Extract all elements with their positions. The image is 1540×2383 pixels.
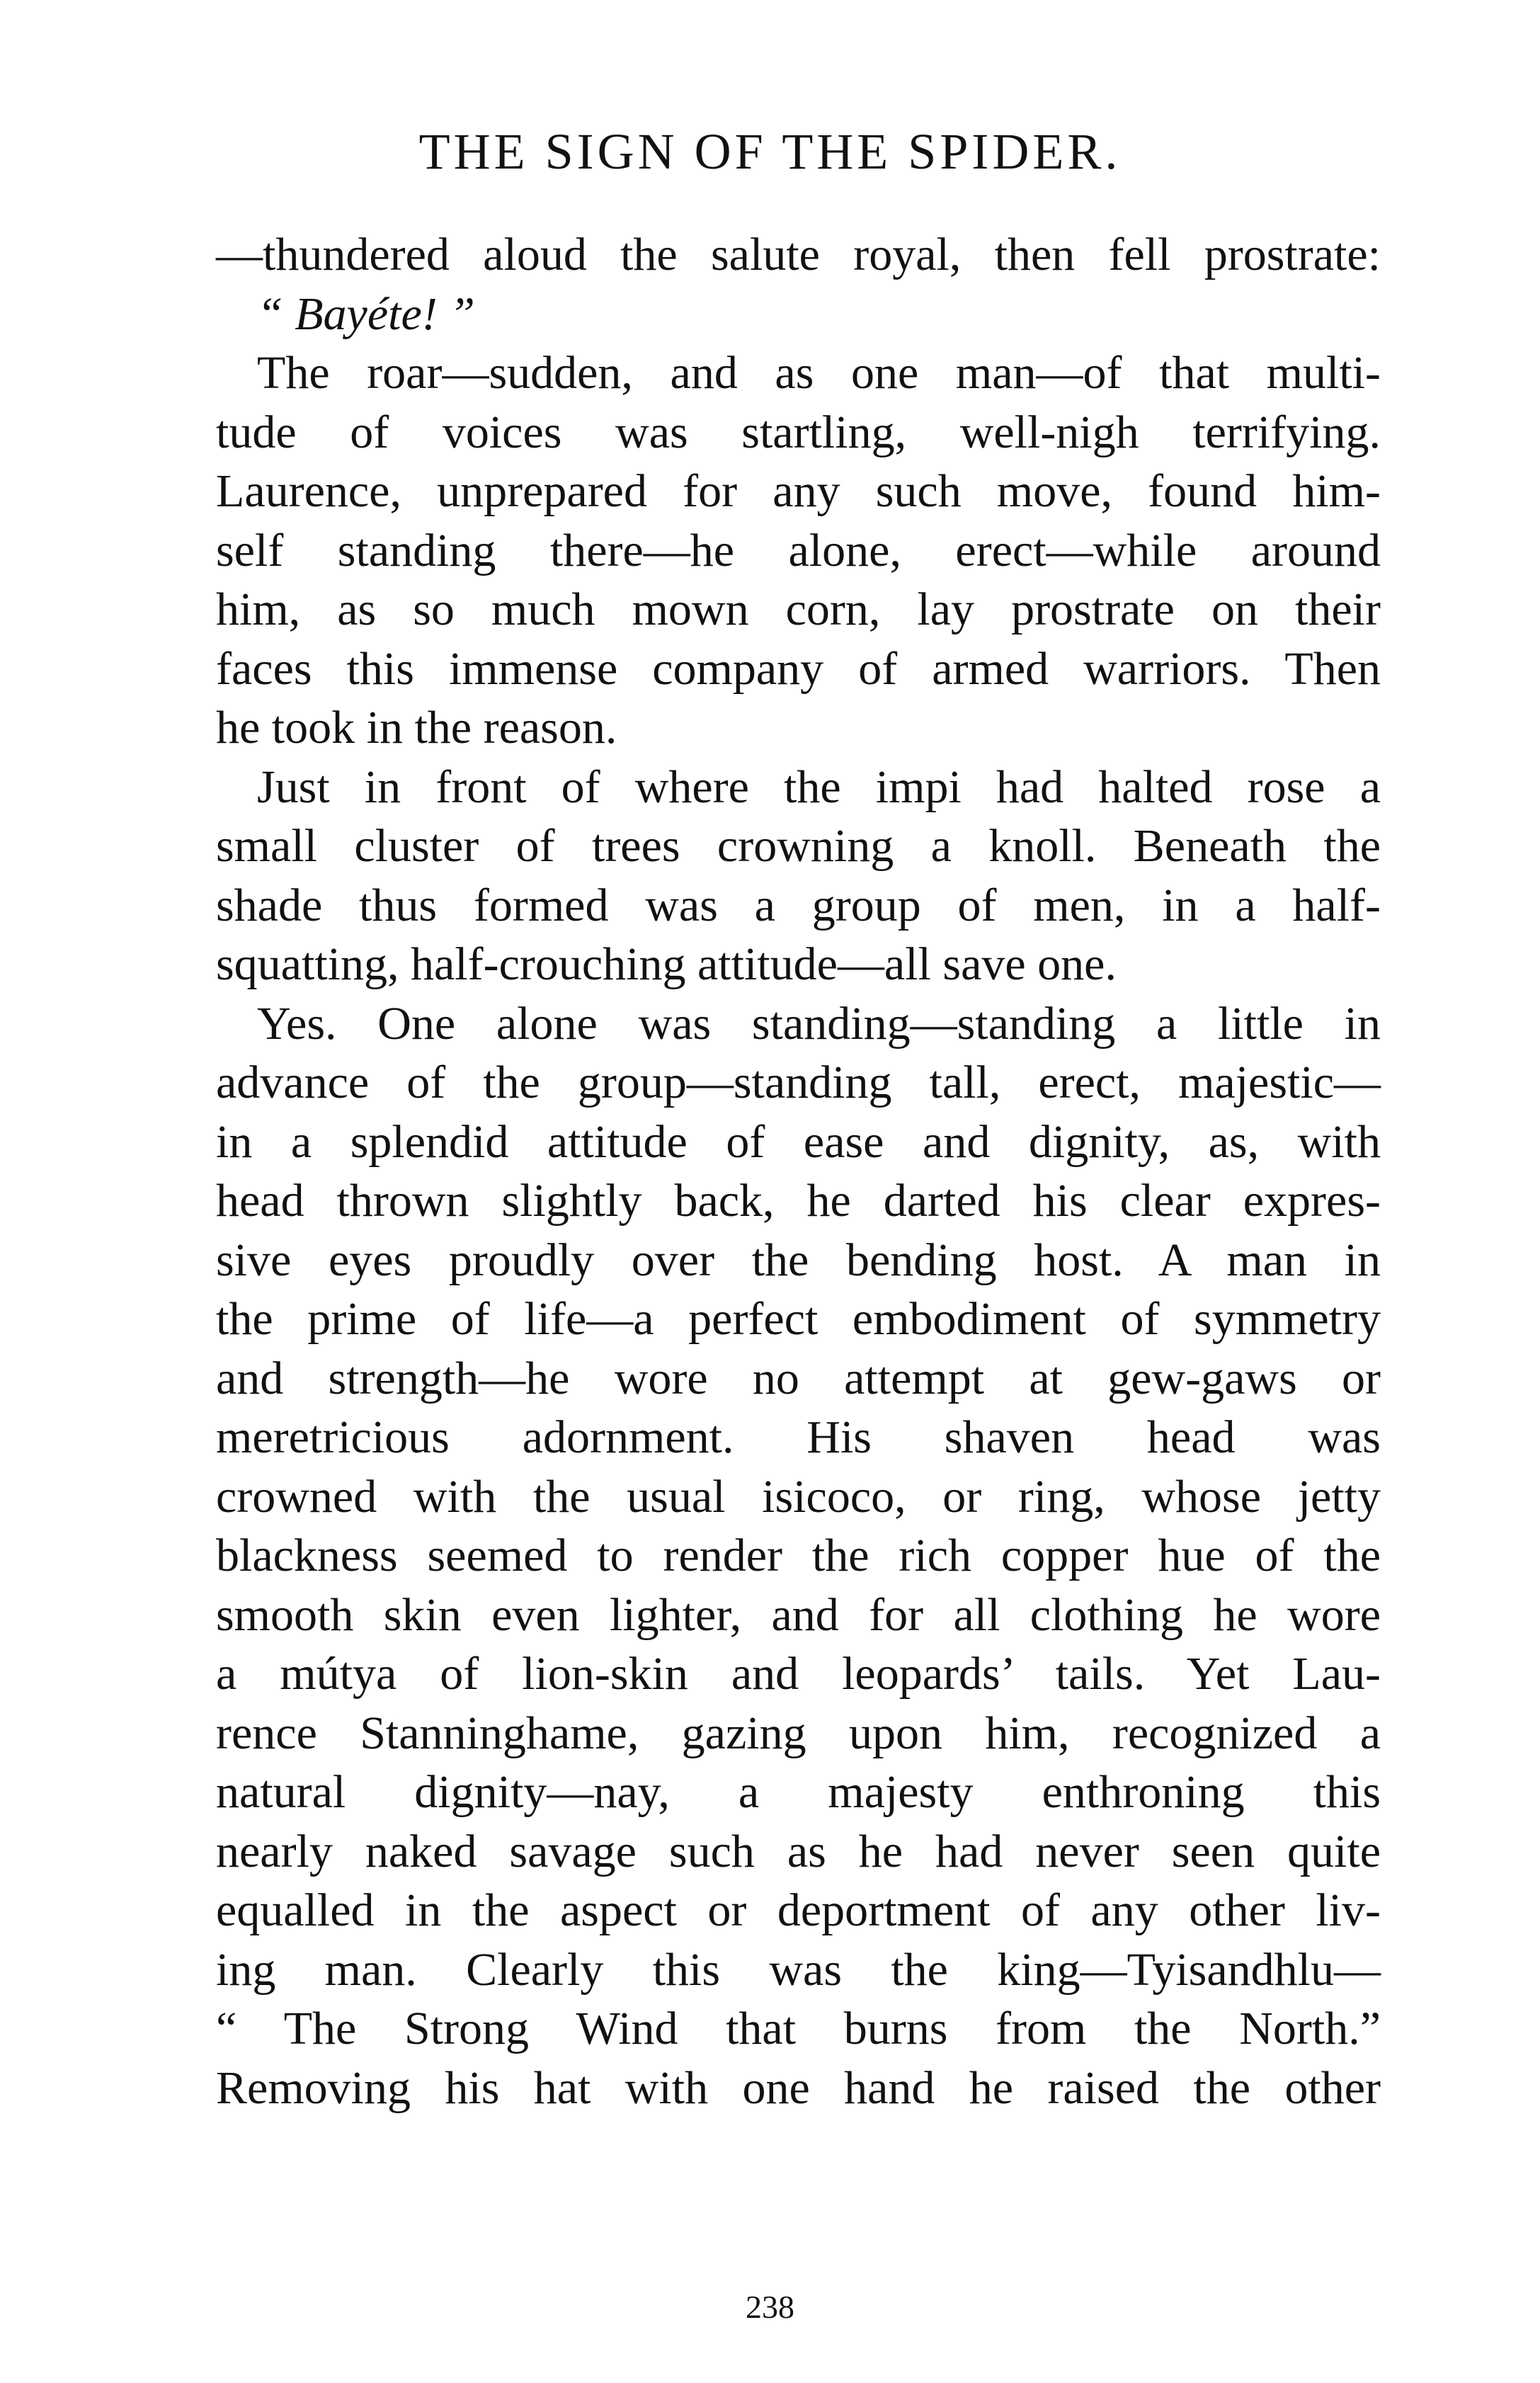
text-line: the prime of life—a perfect embodiment of symmetry <box>216 1293 1381 1345</box>
text-line: smooth skin even lighter, and for all clothing he wore <box>216 1588 1381 1641</box>
text-line: blackness seemed to render the rich copper hue of the <box>216 1530 1381 1581</box>
page-number: 238 <box>746 2289 794 2325</box>
text-line: him, as so much mown corn, lay prostrate on their <box>216 584 1381 635</box>
text-line: nearly naked savage such as he had never seen quite <box>216 1825 1381 1877</box>
text-line: self standing there—he alone, erect—while around <box>216 524 1381 576</box>
text-line: small cluster of trees crowning a knoll. Beneath the <box>216 820 1381 872</box>
text-line: Just in front of where the impi had halted rose a <box>257 761 1381 813</box>
body-text <box>216 225 1381 2117</box>
text-line: rence Stanninghame, gazing upon him, recognized a <box>216 1707 1381 1759</box>
text-line: shade thus formed was a group of men, in a half- <box>216 879 1381 931</box>
text-line: sive eyes proudly over the bending host. A man in <box>216 1234 1381 1286</box>
text-line: Removing his hat with one hand he raised the other <box>216 2061 1381 2114</box>
text-line: and strength—he wore no attempt at gew-gaws or <box>216 1352 1381 1404</box>
text-line: natural dignity—nay, a majesty enthroning this <box>216 1766 1381 1818</box>
text-line: tude of voices was startling, well-nigh terrifying. <box>216 406 1381 458</box>
text-line: crowned with the usual isicoco, or ring, whose jetty <box>216 1470 1381 1523</box>
text-line: a mútya of lion-skin and leopards’ tails. Yet Lau- <box>216 1648 1381 1700</box>
text-line: ing man. Clearly this was the king—Tyisandhlu— <box>216 1943 1381 1996</box>
text-line: head thrown slightly back, he darted his clear expres- <box>216 1175 1381 1227</box>
text-line: he took in the reason. <box>216 702 617 753</box>
text-line: “ The Strong Wind that burns from the North.” <box>216 2003 1381 2054</box>
text-line: equalled in the aspect or deportment of any other liv- <box>216 1884 1381 1936</box>
text-line: meretricious adornment. His shaven head was <box>216 1411 1381 1463</box>
text-line: —thundered aloud the salute royal, then fell prostrate: <box>216 229 1381 280</box>
text-line: squatting, half-crouching attitude—all save one. <box>216 938 1117 990</box>
text-line: “ Bayéte! ” <box>257 288 475 340</box>
text-line: Yes. One alone was standing—standing a little in <box>257 997 1381 1050</box>
text-line: in a splendid attitude of ease and dignity, as, with <box>216 1115 1381 1168</box>
text-line: Laurence, unprepared for any such move, found him- <box>216 465 1381 517</box>
text-line: faces this immense company of armed warriors. Then <box>216 642 1381 695</box>
text-line: The roar—sudden, and as one man—of that multi- <box>257 347 1381 399</box>
running-head: THE SIGN OF THE SPIDER. <box>418 123 1122 180</box>
text-line: advance of the group—standing tall, erect, majestic— <box>216 1057 1381 1108</box>
